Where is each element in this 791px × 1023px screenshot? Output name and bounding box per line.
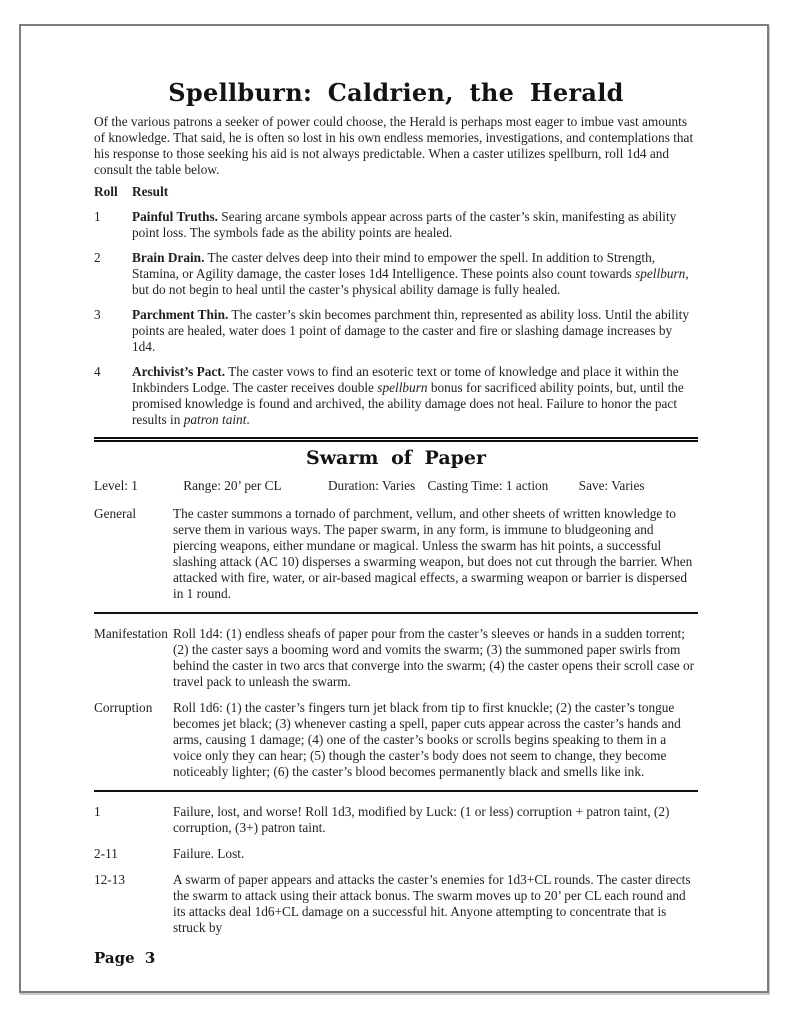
result-text: Failure. Lost.: [173, 846, 245, 861]
roll-table-header-row: [94, 184, 698, 200]
result-text: Archivist’s Pact. The caster vows to find an esoteric text or tome of knowledge and place it within the Inkbinders Lodge. The caster receives double spellburn bonus for sacrificed ability points, but, until the promised knowledge is found and archived, the ability damage does not heal. Failure to honor the pact results in patron taint.: [132, 364, 684, 427]
roll-value: 1: [94, 209, 101, 224]
section-divider-rule: [94, 790, 698, 792]
row-label: Manifestation: [94, 626, 168, 641]
spell-stat-casting-time: Casting Time: 1 action: [427, 478, 549, 493]
table-row: [94, 700, 698, 780]
patron-section-title: Spellburn: Caldrien, the Herald: [168, 78, 624, 107]
row-text: Roll 1d6: (1) the caster’s fingers turn jet black from tip to first knuckle; (2) the caster’s tongue becomes jet black; (3) whenever casting a spell, paper cuts appear across the caster’s hands and arms, causing 1 damage; (4) one of the caster’s books or scrolls begins speaking to them in a voice only they can hear; (5) though the caster’s body does not seem to change, they become noticeably lighter; (6) the caster’s blood becomes permanently black and smells like ink.: [173, 700, 681, 779]
result-range-label: 2-11: [94, 846, 118, 861]
result-text: Painful Truths. Searing arcane symbols appear across parts of the caster’s skin, manifesting as ability point loss. The symbols fade as the ability points are healed.: [132, 209, 677, 240]
table-row: [94, 209, 698, 241]
spell-manifestation-corruption-block: [94, 626, 698, 780]
section-divider-double-rule: [94, 437, 698, 442]
table-row: [94, 364, 698, 428]
spell-stat-save: Save: Varies: [578, 478, 645, 493]
result-text: Failure, lost, and worse! Roll 1d3, modified by Luck: (1 or less) corruption + patron taint, (2) corruption, (3+) patron taint.: [173, 804, 670, 835]
table-row: [94, 626, 698, 690]
table-row: [94, 846, 698, 862]
spellburn-roll-table: [94, 184, 698, 428]
roll-value: 4: [94, 364, 101, 379]
page-content: [94, 80, 698, 936]
table-row: [94, 872, 698, 936]
result-text: Brain Drain. The caster delves deep into their mind to empower the spell. In addition to Strength, Stamina, or Agility damage, the caster loses 1d4 Intelligence. These points also count towards spellburn, but do not begin to heal until the caster’s physical ability damage is fully healed.: [132, 250, 689, 297]
spell-stats-line: [94, 478, 698, 494]
row-label: Corruption: [94, 700, 153, 715]
patron-intro-paragraph: Of the various patrons a seeker of power could choose, the Herald is perhaps most eager to imbue vast amounts of knowledge. That said, he is often so lost in his own endless memories, investigations, and contemplations that his response to those seeking his aid is not always predictable. When a caster utilizes spellburn, roll 1d4 and consult the table below.: [94, 114, 694, 177]
table-row: [94, 506, 698, 602]
roll-value: 2: [94, 250, 101, 265]
spell-stat-level: Level: 1: [94, 478, 138, 493]
spell-stat-range: Range: 20’ per CL: [183, 478, 282, 493]
roll-column-header: Roll: [94, 184, 118, 199]
row-label: General: [94, 506, 137, 521]
result-text: Parchment Thin. The caster’s skin becomes parchment thin, represented as ability loss. Until the ability points are healed, water does 1 point of damage to the caster and fire or slashing damage increases by 1d4.: [132, 307, 690, 354]
table-row: [94, 804, 698, 836]
page-number: Page 3: [94, 949, 156, 967]
table-row: [94, 307, 698, 355]
spell-results-block: [94, 804, 698, 936]
row-text: The caster summons a tornado of parchment, vellum, and other sheets of written knowledge to serve them in various ways. The paper swarm, in any form, is immune to bludgeoning and piercing weapons, either mundane or magical. Unless the swarm has hit points, a successful slashing attack (AC 10) disperses a swarming weapon, but does not cut through the barrier. When attacked with fire, water, or air-based magical effects, a swarming weapon or barrier is dispersed in 1 round.: [173, 506, 693, 601]
result-text: A swarm of paper appears and attacks the caster’s enemies for 1d3+CL rounds. The caster directs the swarm to attack using their attack bonus. The swarm moves up to 20’ per CL each round and its attacks deal 1d6+CL damage on a successful hit. Anyone attempting to concentrate that is struck by: [173, 872, 691, 935]
result-range-label: 12-13: [94, 872, 126, 887]
result-column-header: Result: [132, 184, 169, 199]
table-row: [94, 250, 698, 298]
row-text: Roll 1d4: (1) endless sheafs of paper pour from the caster’s sleeves or hands in a sudden torrent; (2) the caster says a booming word and vomits the swarm; (3) the summoned paper swirls from behind the caster in two arcs that converge into the swarm; (4) the caster opens their scroll case or travel pack to unleash the swarm.: [173, 626, 695, 689]
result-range-label: 1: [94, 804, 101, 819]
spell-title: Swarm of Paper: [305, 447, 487, 469]
document-page: [19, 24, 769, 993]
spell-general-block: [94, 506, 698, 602]
roll-value: 3: [94, 307, 101, 322]
section-divider-rule: [94, 612, 698, 614]
spell-stat-duration: Duration: Varies: [327, 478, 416, 493]
